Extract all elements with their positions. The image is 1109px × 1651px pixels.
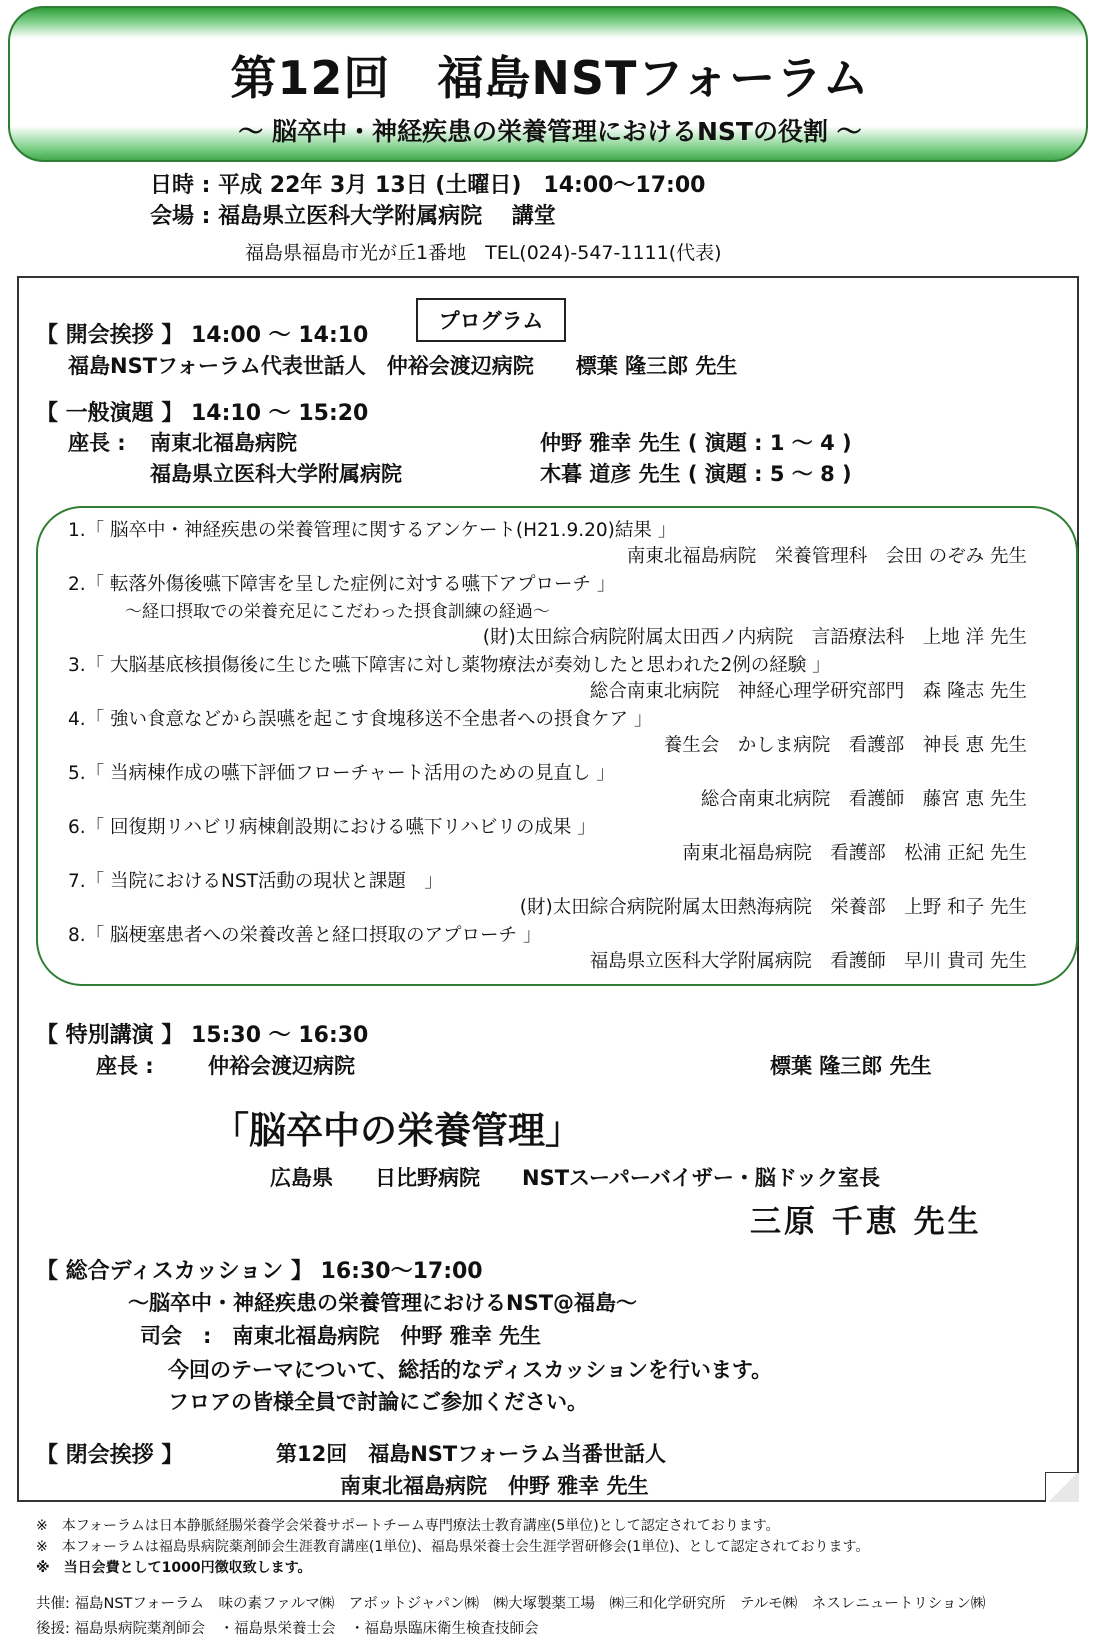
general-chair-label: 座長 : bbox=[68, 431, 126, 455]
presentation-title: 8.「 脳梗塞患者への栄養改善と経口摂取のアプローチ 」 bbox=[68, 925, 542, 946]
event-date: 日時 : 平成 22年 3月 13日 (土曜日) 14:00～17:00 bbox=[150, 173, 706, 198]
event-venue: 会場 : 福島県立医科大学附属病院 講堂 bbox=[150, 204, 556, 229]
presentation-affiliation: 総合南東北病院 看護師 藤宮 恵 先生 bbox=[700, 789, 1027, 810]
discussion-theme: ～脳卒中・神経疾患の栄養管理におけるNST@福島～ bbox=[128, 1291, 638, 1315]
closing-heading: 【 閉会挨拶 】 bbox=[36, 1443, 184, 1468]
page-subtitle: ～ 脳卒中・神経疾患の栄養管理におけるNSTの役割 ～ bbox=[238, 117, 862, 146]
presentation-affiliation: (財)太田綜合病院附属太田西ノ内病院 言語療法科 上地 洋 先生 bbox=[482, 627, 1027, 648]
special-chair-label: 座長 : bbox=[96, 1054, 154, 1078]
chair-hospital: 福島県立医科大学附属病院 bbox=[150, 462, 402, 486]
general-heading: 【 一般演題 】 14:10 ～ 15:20 bbox=[36, 401, 369, 426]
presentation-subtitle: ～経口摂取での栄養充足にこだわった摂食訓練の経過～ bbox=[125, 602, 550, 622]
page-title: 第12回 福島NSTフォーラム bbox=[230, 51, 870, 105]
footnote: ※ 本フォーラムは日本静脈経腸栄養学会栄養サポートチーム専門療法士教育講座(5単位)として認定されております。 bbox=[36, 1518, 780, 1534]
lecture-speaker-affiliation: 広島県 日比野病院 NSTスーパーバイザー・脳ドック室長 bbox=[270, 1166, 881, 1190]
program-label: プログラム bbox=[416, 298, 566, 342]
presentation-affiliation: 総合南東北病院 神経心理学研究部門 森 隆志 先生 bbox=[589, 681, 1027, 702]
event-address: 福島県福島市光が丘1番地 TEL(024)-547-1111(代表) bbox=[245, 242, 722, 264]
presentation-title: 4.「 強い食意などから誤嚥を起こす食塊移送不全患者への摂食ケア 」 bbox=[68, 709, 653, 730]
special-chair-name: 標葉 隆三郎 先生 bbox=[770, 1054, 932, 1078]
sponsors-host: 共催: 福島NSTフォーラム 味の素ファルマ㈱ アボットジャパン㈱ ㈱大塚製薬工場 ㈱三和化学研究所 テルモ㈱ ネスレニュートリション㈱ bbox=[36, 1596, 986, 1612]
presentation-affiliation: 養生会 かしま病院 看護部 神長 恵 先生 bbox=[663, 735, 1027, 756]
lecture-speaker-name: 三原 千恵 先生 bbox=[750, 1204, 982, 1240]
presentation-title: 3.「 大脳基底核損傷後に生じた嚥下障害に対し薬物療法が奏効したと思われた2例の経験 」 bbox=[68, 655, 831, 676]
chair-name: 木暮 道彦 先生 ( 演題 : 5 ～ 8 ) bbox=[540, 462, 852, 486]
discussion-moderator: 司会 : 南東北福島病院 仲野 雅幸 先生 bbox=[140, 1324, 542, 1348]
closing-line1: 第12回 福島NSTフォーラム当番世話人 bbox=[276, 1442, 666, 1466]
chair-name: 仲野 雅幸 先生 ( 演題 : 1 ～ 4 ) bbox=[540, 431, 852, 455]
presentation-affiliation: 南東北福島病院 看護部 松浦 正紀 先生 bbox=[682, 843, 1027, 864]
page-curl-decoration bbox=[1045, 1472, 1079, 1502]
presentation-title: 5.「 当病棟作成の嚥下評価フローチャート活用のための見直し 」 bbox=[68, 763, 615, 784]
presentation-title: 2.「 転落外傷後嚥下障害を呈した症例に対する嚥下アプローチ 」 bbox=[68, 574, 616, 595]
header-banner bbox=[8, 6, 1088, 162]
closing-line2: 南東北福島病院 仲野 雅幸 先生 bbox=[340, 1474, 649, 1498]
presentation-title: 7.「 当院におけるNST活動の現状と課題 」 bbox=[68, 871, 443, 892]
chair-hospital: 南東北福島病院 bbox=[150, 431, 297, 455]
discussion-note: 今回のテーマについて、総括的なディスカッションを行います。 bbox=[168, 1358, 773, 1382]
discussion-note: フロアの皆様全員で討論にご参加ください。 bbox=[168, 1390, 588, 1414]
special-chair-hospital: 仲裕会渡辺病院 bbox=[208, 1054, 355, 1078]
discussion-heading: 【 総合ディスカッション 】 16:30～17:00 bbox=[36, 1259, 483, 1284]
presentation-affiliation: 福島県立医科大学附属病院 看護師 早川 貴司 先生 bbox=[589, 951, 1027, 972]
special-heading: 【 特別講演 】 15:30 ～ 16:30 bbox=[36, 1023, 369, 1048]
presentation-title: 1.「 脳卒中・神経疾患の栄養管理に関するアンケート(H21.9.20)結果 」 bbox=[68, 520, 677, 541]
opening-heading: 【 開会挨拶 】 14:00 ～ 14:10 bbox=[36, 323, 369, 348]
footnote: ※ 本フォーラムは福島県病院薬剤師会生涯教育講座(1単位)、福島県栄養士会生涯学習研修会(1単位)、として認定されております。 bbox=[36, 1539, 870, 1555]
presentation-affiliation: (財)太田綜合病院附属太田熱海病院 栄養部 上野 和子 先生 bbox=[519, 897, 1027, 918]
presentation-title: 6.「 回復期リハビリ病棟創設期における嚥下リハビリの成果 」 bbox=[68, 817, 596, 838]
presentation-affiliation: 南東北福島病院 栄養管理科 会田 のぞみ 先生 bbox=[626, 546, 1027, 567]
opening-speaker: 福島NSTフォーラム代表世話人 仲裕会渡辺病院 標葉 隆三郎 先生 bbox=[68, 354, 738, 378]
lecture-title: 「脳卒中の栄養管理」 bbox=[212, 1109, 582, 1152]
sponsors-support: 後援: 福島県病院薬剤師会 ・福島県栄養士会 ・福島県臨床衛生検査技師会 bbox=[36, 1621, 539, 1637]
footnote: ※ 当日会費として1000円徴収致します。 bbox=[36, 1560, 312, 1576]
